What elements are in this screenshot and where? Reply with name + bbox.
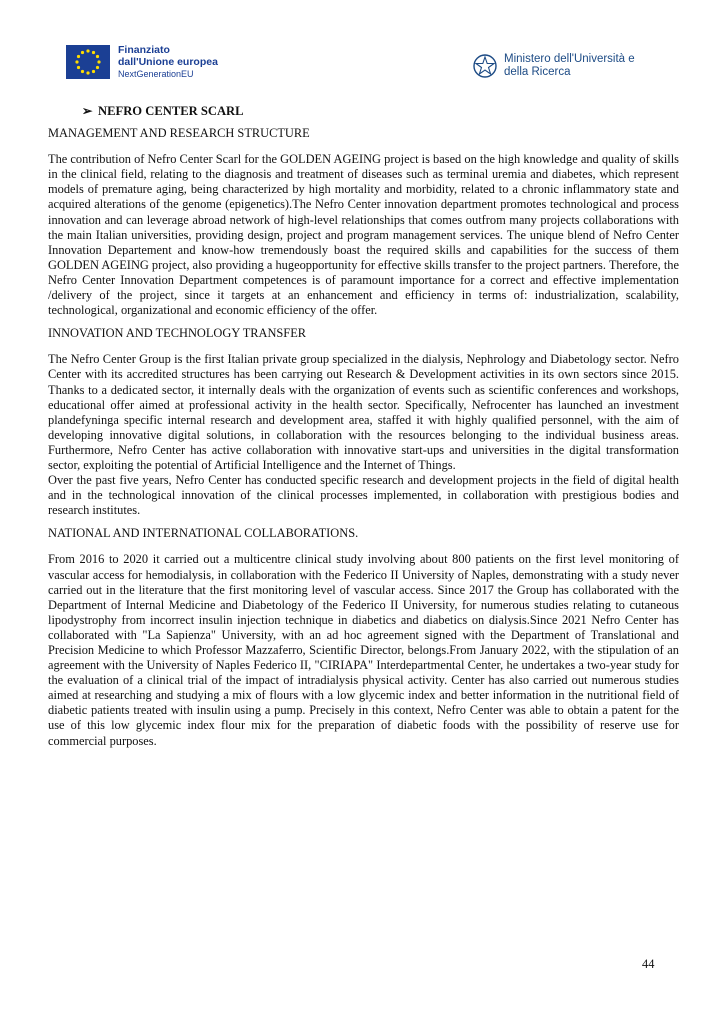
paragraph-innovation-2: Over the past five years, Nefro Center has conducted specific research and development projects in the field of digital health and in the technological innovation of the clinical processes implemented, in collaboration with prestigious bodies and research institutes. [48, 473, 679, 518]
heading-management: MANAGEMENT AND RESEARCH STRUCTURE [48, 126, 310, 141]
eu-logo-line2: dall'Unione europea [118, 56, 218, 68]
arrow-bullet-icon: ➢ [82, 104, 93, 118]
paragraph-collaborations: From 2016 to 2020 it carried out a multicentre clinical study involving about 800 patients on the first level monitoring of vascular access for hemodialysis, in collaboration with the Federico II University of Naples, demonstrating with a study never carried out in the literature that the first monitoring level of vascular access. Since 2017 the Group has collaborated with the Department of Internal Medicine and Diabetology of the Federico II University, for numerous studies relating to cutaneous lipodystrophy from incorrect insulin injection technique in diabetics and diabetics on dialysis.Since 2021 Nefro Center has collaborated with "La Sapienza" University, with an ad hoc agreement signed with the Department of Translational and Precision Medicine to which Professor Mazzaferro, Scientific Director, belongs.From January 2022, with the stipulation of an agreement with the University of Naples Federico II, "CIRIAPA" Interdepartmental Center, he undertakes a two-year study for the evaluation of a clinical trial of the impact of intradialysis physical activity. Center has also carried out numerous studies aimed at researching and studying a mix of flours with a low glycemic index and better information in the nutritional field of diabetic patients treated with insulin using a pump. Precisely in this context, Nefro Center was able to obtain a patent for the use of this low glycemic index flour mix for the preparation of diabetic foods with the possibility of reserve use for commercial purposes. [48, 552, 679, 748]
eu-logo-line3: NextGenerationEU [118, 69, 194, 79]
eu-stars-icon [66, 45, 110, 79]
paragraph-innovation-1: The Nefro Center Group is the first Italian private group specialized in the dialysis, Nephrology and Diabetology sector. Nefro Center with its accredited structures has been carrying out Research & Development activities in its own sectors since 2015. Thanks to a dedicated sector, it internally deals with the organization of events such as scientific conferences and workshops, educational offer aimed at professional activity in the health sector. Specifically, Nefrocenter has launched an investment plandefyninga specific internal research and development area, staffed it with highly qualified personnel, with the aim of developing innovative digital solutions, in collaboration with the resources belonging to the individual business areas. Furthermore, Nefro Center has active collaboration with innovative start-ups and universities in the digital transformation sector, exploiting the potential of Artificial Intelligence and the Internet of Things. [48, 352, 679, 472]
ministry-logo-line1: Ministero dell'Università e [504, 53, 635, 65]
page-content [48, 104, 679, 749]
ministry-logo-line2: della Ricerca [504, 66, 571, 78]
eu-flag-icon [66, 45, 110, 79]
ministry-logo [472, 52, 635, 80]
section-title-text: NEFRO CENTER SCARL [98, 104, 244, 118]
ministry-logo-text [504, 53, 635, 79]
italian-emblem-icon [472, 52, 498, 80]
paragraph-management: The contribution of Nefro Center Scarl for the GOLDEN AGEING project is based on the high knowledge and quality of skills in the clinical field, relating to the diagnosis and treatment of diseases such as terminal uremia and diabetes, which represent models of premature aging, being characterized by high mortality and morbidity, related to a chronic inflammatory state and acquired alterations of the genome (epigenetics).The Nefro Center innovation department promotes technological and process innovation and can leverage abroad network of high-level relationships that comes outfrom many projects collaborations with the main Italian universities, providing design, project and program management services. The unique blend of Nefro Center Innovation Departement and know-how tremendously boast the required skills and capabilities for the success of them GOLDEN AGEING project, also providing a hugeopportunity for effective skills transfer to the project partners. Therefore, the Nefro Center Innovation Department competences is of paramount importance for a correct and effective implementation /delivery of the project, since it targets at an enhancement and efficiency in terms of: industrialization, scalability, technological, organizational and economic efficiency of the offer. [48, 152, 679, 318]
section-title [82, 104, 679, 119]
eu-logo-text [118, 44, 218, 80]
heading-collaborations: NATIONAL AND INTERNATIONAL COLLABORATIONS. [48, 526, 359, 541]
eu-logo-line1: Finanziato [118, 44, 170, 56]
eu-funding-logo [66, 44, 218, 80]
heading-innovation: INNOVATION AND TECHNOLOGY TRANSFER [48, 326, 307, 341]
page-number: 44 [642, 957, 655, 971]
